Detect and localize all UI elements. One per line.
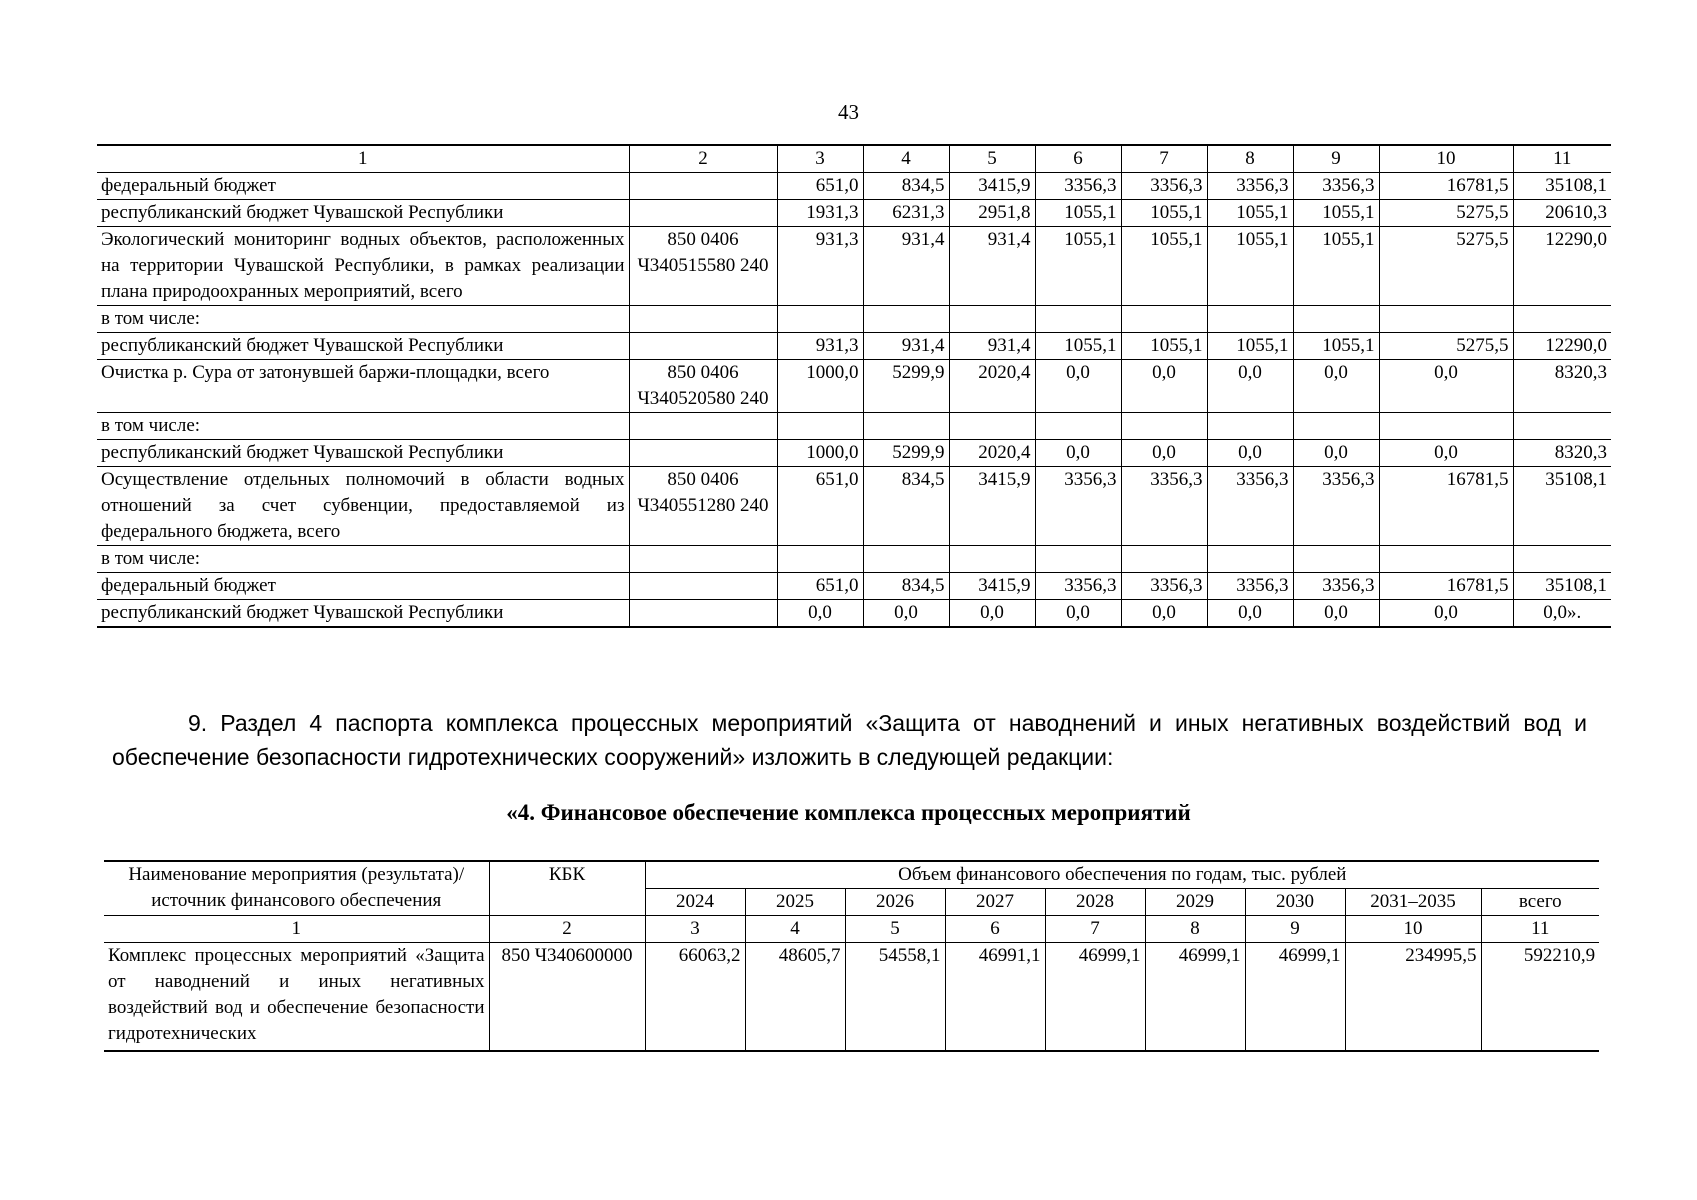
row-value	[1207, 546, 1293, 573]
row-kbk	[629, 600, 777, 628]
row-name: Осуществление отдельных полномочий в области водных отношений за счет субвенции, предоставляемой из федерального бюджета, всего	[97, 467, 629, 546]
row-value	[863, 306, 949, 333]
row-value: 3356,3	[1121, 573, 1207, 600]
page-number: 43	[838, 100, 859, 124]
column-number: 4	[745, 916, 845, 943]
row-value: 1055,1	[1207, 227, 1293, 306]
row-value: 3356,3	[1207, 573, 1293, 600]
row-value: 3356,3	[1035, 173, 1121, 200]
row-value: 20610,3	[1513, 200, 1611, 227]
row-value: 1055,1	[1035, 200, 1121, 227]
row-value: 66063,2	[645, 943, 745, 1051]
row-value: 0,0	[1293, 440, 1379, 467]
row-value: 2020,4	[949, 440, 1035, 467]
row-value: 16781,5	[1379, 467, 1513, 546]
row-value: 931,4	[949, 227, 1035, 306]
row-value: 0,0	[1035, 440, 1121, 467]
row-value: 8320,3	[1513, 360, 1611, 413]
row-value	[1207, 413, 1293, 440]
financial-support-table	[104, 860, 1599, 1052]
table-row	[97, 440, 1611, 467]
column-number-row	[97, 145, 1611, 173]
row-value: 46991,1	[945, 943, 1045, 1051]
row-value	[1379, 413, 1513, 440]
year-header: 2024	[645, 889, 745, 916]
row-value: 3356,3	[1293, 173, 1379, 200]
row-value	[949, 413, 1035, 440]
table-row	[97, 333, 1611, 360]
row-kbk	[629, 173, 777, 200]
row-value: 1000,0	[777, 440, 863, 467]
row-value: 0,0	[1121, 600, 1207, 628]
row-name: Очистка р. Сура от затонувшей баржи-площадки, всего	[97, 360, 629, 413]
column-number: 1	[97, 145, 629, 173]
row-value: 1055,1	[1035, 227, 1121, 306]
row-value: 3356,3	[1293, 573, 1379, 600]
row-value: 0,0	[1293, 600, 1379, 628]
row-value: 1055,1	[1293, 333, 1379, 360]
column-number: 10	[1345, 916, 1481, 943]
row-value: 0,0	[863, 600, 949, 628]
row-name: Комплекс процессных мероприятий «Защита от наводнений и иных негативных воздействий вод и обеспечение безопасности гидротехнических	[104, 943, 489, 1051]
row-value: 3356,3	[1207, 467, 1293, 546]
row-value: 2020,4	[949, 360, 1035, 413]
row-value	[1035, 546, 1121, 573]
row-value: 234995,5	[1345, 943, 1481, 1051]
row-value: 46999,1	[1245, 943, 1345, 1051]
row-value	[863, 546, 949, 573]
row-value: 1055,1	[1207, 333, 1293, 360]
row-value: 48605,7	[745, 943, 845, 1051]
row-value: 0,0	[1207, 440, 1293, 467]
row-value	[1035, 306, 1121, 333]
year-header: всего	[1481, 889, 1599, 916]
row-value	[1207, 306, 1293, 333]
column-number: 11	[1481, 916, 1599, 943]
row-value: 0,0	[1035, 360, 1121, 413]
column-number: 4	[863, 145, 949, 173]
row-value: 5275,5	[1379, 200, 1513, 227]
table-row	[97, 600, 1611, 628]
year-header: 2030	[1245, 889, 1345, 916]
column-number: 9	[1245, 916, 1345, 943]
kbk-column-header: КБК	[489, 861, 645, 916]
row-value: 6231,3	[863, 200, 949, 227]
row-value: 2951,8	[949, 200, 1035, 227]
row-kbk	[629, 306, 777, 333]
row-value: 3415,9	[949, 173, 1035, 200]
row-value	[1293, 306, 1379, 333]
column-number: 9	[1293, 145, 1379, 173]
year-header: 2027	[945, 889, 1045, 916]
row-name: республиканский бюджет Чувашской Республики	[97, 200, 629, 227]
row-name: республиканский бюджет Чувашской Республики	[97, 600, 629, 628]
row-value: 0,0	[777, 600, 863, 628]
row-value: 1055,1	[1121, 333, 1207, 360]
row-value	[1121, 413, 1207, 440]
row-kbk: 850 0406 Ч340520580 240	[629, 360, 777, 413]
row-name: в том числе:	[97, 306, 629, 333]
row-value: 35108,1	[1513, 467, 1611, 546]
row-value	[949, 306, 1035, 333]
row-value: 0,0	[1207, 360, 1293, 413]
section-heading: «4. Финансовое обеспечение комплекса процессных мероприятий	[506, 800, 1191, 825]
row-value: 3415,9	[949, 467, 1035, 546]
year-header: 2026	[845, 889, 945, 916]
table-row	[97, 200, 1611, 227]
row-value: 5299,9	[863, 360, 949, 413]
row-kbk	[629, 200, 777, 227]
row-value: 651,0	[777, 573, 863, 600]
row-value: 834,5	[863, 573, 949, 600]
row-value	[863, 413, 949, 440]
row-value: 0,0	[1035, 600, 1121, 628]
row-value: 0,0	[1121, 440, 1207, 467]
row-value	[1293, 546, 1379, 573]
column-number: 5	[949, 145, 1035, 173]
row-value	[1121, 306, 1207, 333]
row-value: 931,4	[949, 333, 1035, 360]
row-value: 3356,3	[1121, 467, 1207, 546]
row-value	[1293, 413, 1379, 440]
row-value: 651,0	[777, 173, 863, 200]
row-value: 54558,1	[845, 943, 945, 1051]
row-name: федеральный бюджет	[97, 573, 629, 600]
row-value: 0,0	[1379, 600, 1513, 628]
row-kbk: 850 0406 Ч340515580 240	[629, 227, 777, 306]
row-value	[1379, 546, 1513, 573]
row-value: 12290,0	[1513, 333, 1611, 360]
row-value: 5275,5	[1379, 333, 1513, 360]
row-value: 931,3	[777, 227, 863, 306]
row-value: 1000,0	[777, 360, 863, 413]
table-row	[97, 360, 1611, 413]
row-value: 1055,1	[1207, 200, 1293, 227]
column-number: 1	[104, 916, 489, 943]
column-number: 6	[1035, 145, 1121, 173]
row-value: 1055,1	[1035, 333, 1121, 360]
row-name: в том числе:	[97, 546, 629, 573]
column-number: 8	[1145, 916, 1245, 943]
row-value: 3356,3	[1207, 173, 1293, 200]
table-row	[97, 546, 1611, 573]
row-value	[1121, 546, 1207, 573]
row-kbk	[629, 333, 777, 360]
row-value: 16781,5	[1379, 173, 1513, 200]
row-kbk	[629, 440, 777, 467]
row-value: 3356,3	[1035, 573, 1121, 600]
row-name: Экологический мониторинг водных объектов, расположенных на территории Чувашской Республики, в рамках реализации плана природоохранных мероприятий, всего	[97, 227, 629, 306]
row-value: 46999,1	[1045, 943, 1145, 1051]
column-number: 2	[629, 145, 777, 173]
row-value: 0,0».	[1513, 600, 1611, 628]
row-name: федеральный бюджет	[97, 173, 629, 200]
row-value: 35108,1	[1513, 173, 1611, 200]
row-value: 3356,3	[1121, 173, 1207, 200]
amendment-paragraph: 9. Раздел 4 паспорта комплекса процессных мероприятий «Защита от наводнений и иных негативных воздействий вод и обеспечение безопасности гидротехнических сооружений» изложить в следующей редакции:	[112, 710, 1587, 770]
row-value: 8320,3	[1513, 440, 1611, 467]
column-number: 7	[1045, 916, 1145, 943]
row-value	[1513, 546, 1611, 573]
row-kbk	[629, 413, 777, 440]
column-number: 2	[489, 916, 645, 943]
column-number: 3	[777, 145, 863, 173]
row-value	[1379, 306, 1513, 333]
year-header: 2025	[745, 889, 845, 916]
row-value: 0,0	[1293, 360, 1379, 413]
table-row	[97, 173, 1611, 200]
column-number: 11	[1513, 145, 1611, 173]
row-value: 931,4	[863, 333, 949, 360]
row-value: 0,0	[1207, 600, 1293, 628]
table-row	[97, 413, 1611, 440]
table2-number-row	[104, 916, 1599, 943]
row-value	[777, 546, 863, 573]
row-value: 12290,0	[1513, 227, 1611, 306]
row-value: 1055,1	[1293, 227, 1379, 306]
row-value: 834,5	[863, 173, 949, 200]
row-value: 0,0	[1379, 360, 1513, 413]
row-value	[1513, 306, 1611, 333]
row-value: 931,3	[777, 333, 863, 360]
table2-header-row-1	[104, 861, 1599, 889]
table-row	[97, 467, 1611, 546]
column-number: 8	[1207, 145, 1293, 173]
name-column-header: Наименование мероприятия (результата)/источник финансового обеспечения	[104, 861, 489, 916]
row-value: 35108,1	[1513, 573, 1611, 600]
row-value: 0,0	[949, 600, 1035, 628]
row-kbk: 850 Ч340600000	[489, 943, 645, 1051]
column-number: 5	[845, 916, 945, 943]
table-row	[104, 943, 1599, 1051]
column-number: 7	[1121, 145, 1207, 173]
row-value: 16781,5	[1379, 573, 1513, 600]
column-number: 10	[1379, 145, 1513, 173]
year-header: 2029	[1145, 889, 1245, 916]
row-value: 3356,3	[1035, 467, 1121, 546]
row-value: 592210,9	[1481, 943, 1599, 1051]
row-value: 1931,3	[777, 200, 863, 227]
table-row	[97, 306, 1611, 333]
row-value: 834,5	[863, 467, 949, 546]
row-value: 5275,5	[1379, 227, 1513, 306]
column-number: 3	[645, 916, 745, 943]
row-value: 1055,1	[1121, 200, 1207, 227]
row-value	[1035, 413, 1121, 440]
row-kbk	[629, 546, 777, 573]
column-number: 6	[945, 916, 1045, 943]
row-value: 931,4	[863, 227, 949, 306]
row-kbk: 850 0406 Ч340551280 240	[629, 467, 777, 546]
year-header: 2031–2035	[1345, 889, 1481, 916]
table-row	[97, 227, 1611, 306]
funding-table-continued	[97, 144, 1611, 628]
year-header: 2028	[1045, 889, 1145, 916]
row-value: 0,0	[1121, 360, 1207, 413]
row-value: 46999,1	[1145, 943, 1245, 1051]
row-name: в том числе:	[97, 413, 629, 440]
table-row	[97, 573, 1611, 600]
row-value: 3415,9	[949, 573, 1035, 600]
row-value	[777, 413, 863, 440]
row-name: республиканский бюджет Чувашской Республики	[97, 440, 629, 467]
row-value: 651,0	[777, 467, 863, 546]
row-value: 5299,9	[863, 440, 949, 467]
row-value: 0,0	[1379, 440, 1513, 467]
row-value: 3356,3	[1293, 467, 1379, 546]
row-kbk	[629, 573, 777, 600]
row-value	[777, 306, 863, 333]
funding-group-header: Объем финансового обеспечения по годам, тыс. рублей	[645, 861, 1599, 889]
row-value	[1513, 413, 1611, 440]
row-value: 1055,1	[1293, 200, 1379, 227]
row-value	[949, 546, 1035, 573]
row-value: 1055,1	[1121, 227, 1207, 306]
row-name: республиканский бюджет Чувашской Республики	[97, 333, 629, 360]
